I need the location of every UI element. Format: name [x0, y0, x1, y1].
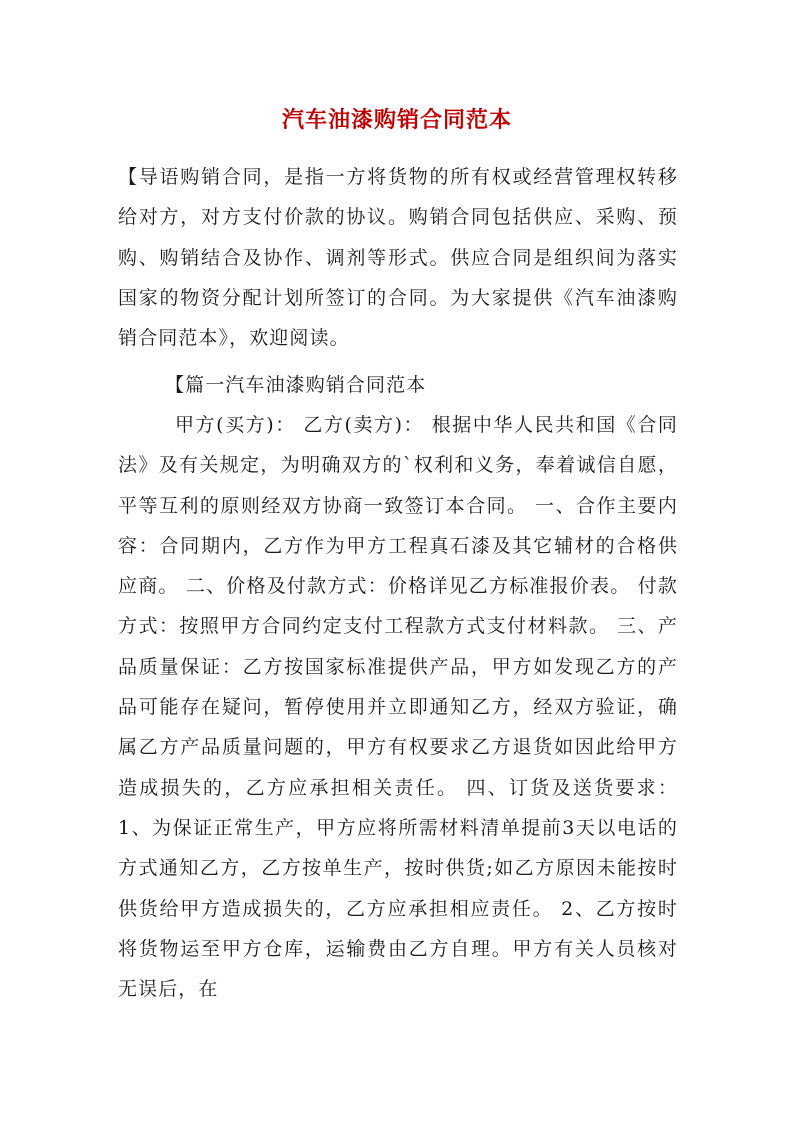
contract-body-paragraph: 甲方(买方)： 乙方(卖方)： 根据中华人民共和国《合同法》及有关规定，为明确双方的`权利和义务，奉着诚信自愿，平等互利的原则经双方协商一致签订本合同。 一、合作主要内容：合同期内，乙方作为甲方工程真石漆及其它辅材的合格供应商。 二、价格及付款方式：价格详见乙方标准报价表。 付款方式：按照甲方合同约定支付工程款方式支付材料款。 三、产品质量保证：乙方按国家标准提供产品，甲方如发现乙方的产品可能存在疑问，暂停使用并立即通知乙方，经双方验证，确属乙方产品质量问题的，甲方有权要求乙方退货如因此给甲方造成损失的，乙方应承担相关责任。 四、订货及送货要求： 1、为保证正常生产，甲方应将所需材料清单提前3天以电话的方式通知乙方，乙方按单生产，按时供货;如乙方原因未能按时供货给甲方造成损失的，乙方应承担相应责任。 2、乙方按时将货物运至甲方仓库，运输费由乙方自理。甲方有关人员核对无误后，在: [118, 414, 678, 1001]
document-title: 汽车油漆购销合同范本: [281, 107, 512, 133]
section-heading: 【篇一汽车油漆购销合同范本: [165, 374, 427, 396]
intro-paragraph: 【导语购销合同，是指一方将货物的所有权或经营管理权转移给对方，对方支付价款的协议。购销合同包括供应、采购、预购、购销结合及协作、调剂等形式。供应合同是组织间为落实国家的物资分配计划所签订的合同。为大家提供《汽车油漆购销合同范本》，欢迎阅读。: [118, 166, 678, 350]
